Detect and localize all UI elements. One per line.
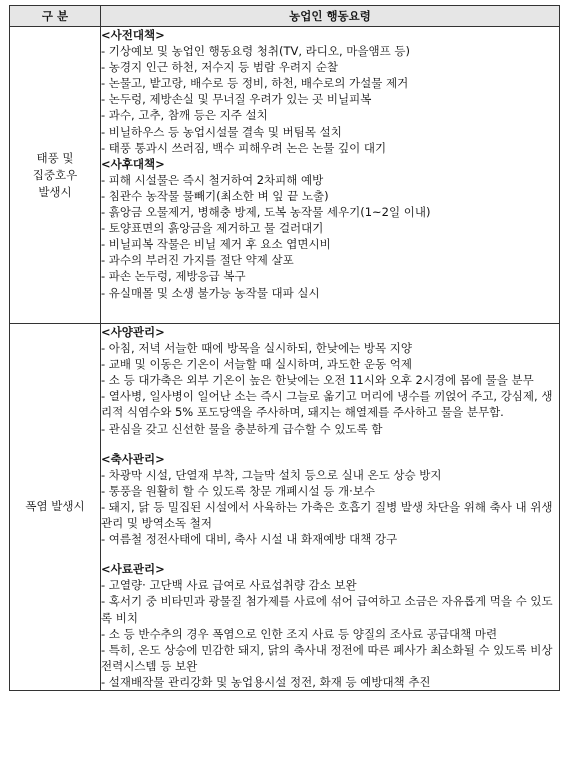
list-item: - 흙앙금 오물제거, 병해충 방제, 도복 농작물 세우기(1~2일 이내) [101,205,431,220]
list-item: - 교배 및 이동은 기온이 서늘할 때 실시하며, 과도한 운동 억제 [101,357,412,372]
category-line: 폭염 발생시 [25,499,85,514]
guide-table [9,5,560,691]
list-item: - 차광막 시설, 단열재 부착, 그늘막 설치 등으로 실내 온도 상승 방지 [101,467,442,482]
section-title: <사전대책> [101,28,165,42]
list-item: - 기상예보 및 농업인 행동요령 청취(TV, 라디오, 마을앰프 등) [101,44,410,59]
category-line: 집중호우 [32,167,78,182]
list-item: - 태풍 통과시 쓰러짐, 백수 피해우려 논은 논물 깊이 대기 [101,140,387,155]
list-item: - 논물고, 밭고랑, 배수로 등 정비, 하천, 배수로의 가설물 제거 [101,76,409,91]
list-item: - 토양표면의 흙앙금을 제거하고 물 걸러대기 [101,221,324,236]
section-title: <사후대책> [101,156,165,171]
list-item: - 아침, 저녁 서늘한 때에 방목을 실시하되, 한낮에는 방목 지양 [101,341,412,356]
header-category: 구 분 [10,6,101,27]
list-item: - 파손 논두렁, 제방응급 복구 [101,269,246,284]
list-item: - 설재배작물 관리강화 및 농업용시설 정전, 화재 등 예방대책 추진 [101,674,431,689]
category-line: 태풍 및 [36,150,74,165]
list-item: - 통풍을 원활히 할 수 있도록 창문 개폐시설 등 개·보수 [101,483,375,498]
header-row [10,6,560,27]
list-item: - 관심을 갖고 신선한 물을 충분하게 급수할 수 있도록 함 [101,421,383,436]
list-item: - 특히, 온도 상승에 민감한 돼지, 닭의 축사내 정전에 따른 폐사가 최소화될 수 있도록 비상전력시스템 등 보완 [101,642,553,673]
table-row [10,324,560,691]
category-cell [10,27,101,324]
section-title: <축사관리> [101,451,165,466]
list-item: - 농경지 인근 하천, 저수지 등 범람 우려지 순찰 [101,60,339,75]
list-item: - 고열량· 고단백 사료 급여로 사료섭취량 감소 보완 [101,578,357,593]
section-spacer [101,547,559,561]
list-item: - 침관수 농작물 물빼기(최소한 벼 잎 끝 노출) [101,188,329,203]
section-spacer [101,437,559,451]
content-cell [101,27,560,324]
list-item: - 열사병, 일사병이 일어난 소는 즉시 그늘로 옮기고 머리에 냉수를 끼얹어 주고, 강심제, 생리적 식염수와 5% 포도당액을 주사하며, 돼지는 해열제를 주사하고 물을 분무함. [101,389,553,420]
category-cell [10,324,101,691]
list-item: - 과수의 부러진 가지를 절단 약제 살포 [101,253,294,268]
list-item: - 여름철 정전사태에 대비, 축사 시설 내 화재예방 대책 강구 [101,532,398,547]
list-item: - 유실매몰 및 소생 불가능 농작물 대파 실시 [101,285,320,300]
content-cell [101,324,560,691]
list-item: - 피해 시설물은 즉시 철거하여 2차피해 예방 [101,172,324,187]
section-title: <사양관리> [101,325,165,339]
category-line: 발생시 [38,184,72,199]
header-guidelines: 농업인 행동요령 [101,6,560,27]
list-item: - 과수, 고추, 참깨 등은 지주 설치 [101,108,268,123]
list-item: - 돼지, 닭 등 밀집된 시설에서 사육하는 가축은 호흡기 질병 발생 차단을 위해 축사 내 위생관리 및 방역소독 철저 [101,499,553,531]
list-item: - 비닐피복 작물은 비닐 제거 후 요소 엽면시비 [101,237,331,252]
list-item: - 논두렁, 제방손실 및 무너질 우려가 있는 곳 비닐피복 [101,92,372,107]
list-item: - 소 등 반수추의 경우 폭염으로 인한 조지 사료 등 양질의 조사료 공급대책 마련 [101,626,498,641]
list-item: - 소 등 대가축은 외부 기온이 높은 한낮에는 오전 11시와 오후 2시경에 몸에 물을 분무 [101,373,534,388]
list-item: - 혹서기 중 비타민과 광물질 첨가제를 사료에 섞어 급여하고 소금은 자유롭게 먹을 수 있도록 비치 [101,594,553,625]
section-title: <사료관리> [101,562,165,577]
list-item: - 비닐하우스 등 농업시설물 결속 및 버팀목 설치 [101,124,342,139]
table-row [10,27,560,324]
